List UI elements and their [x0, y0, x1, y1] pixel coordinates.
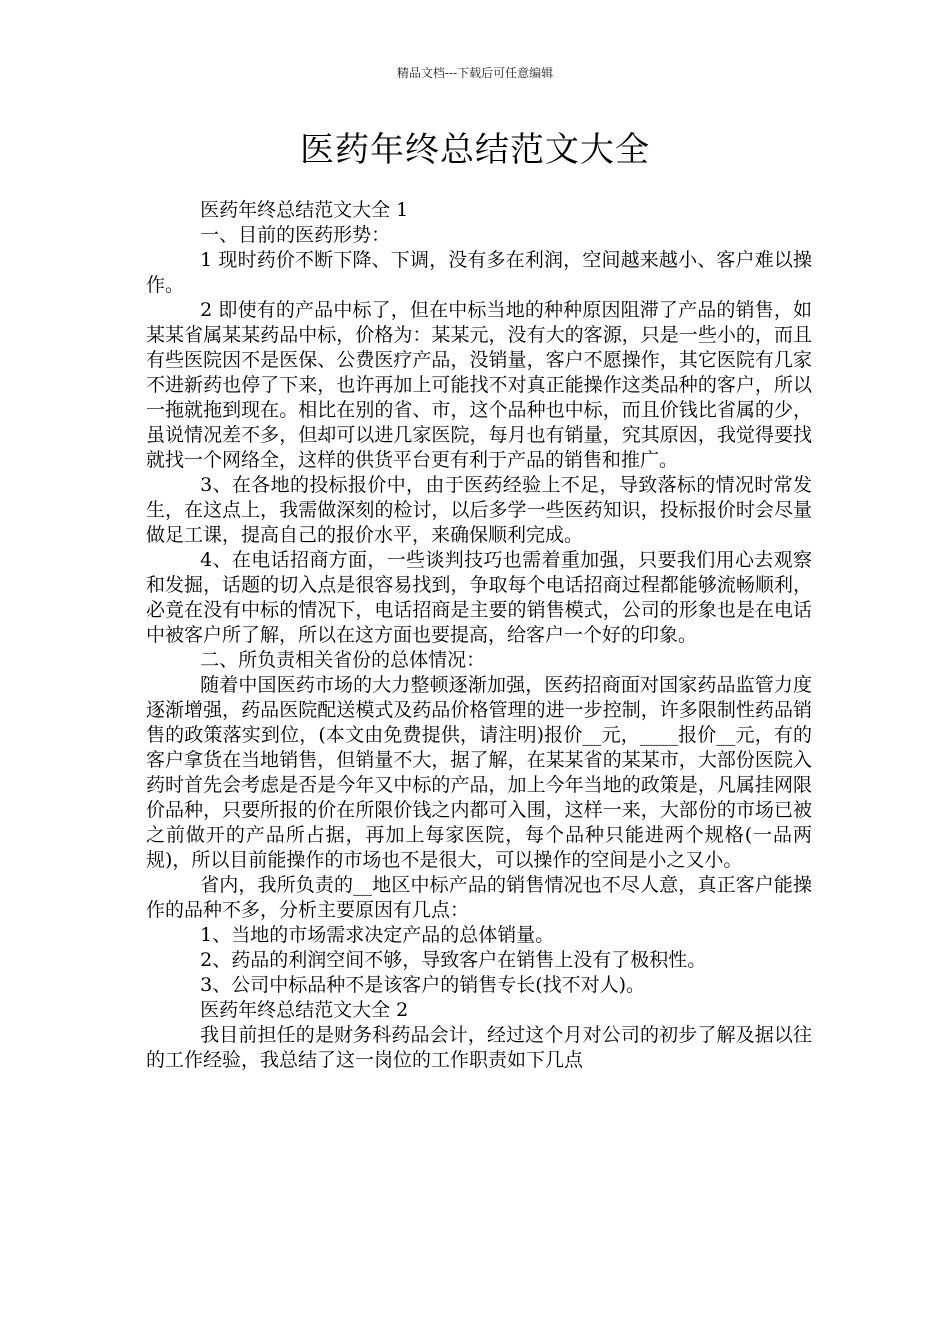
header-note: 精品文档---下载后可任意编辑	[396, 66, 554, 80]
paragraph: 3、在各地的投标报价中，由于医药经验上不足，导致落标的情况时常发生，在这点上，我需做深刻的检讨，以后多学一些医药知识，投标报价时会尽量做足工课，提高自己的报价水平，来确保顺利完成。	[146, 474, 812, 546]
document-body	[146, 198, 812, 1073]
subheading-market-situation: 一、目前的医药形势：	[200, 224, 391, 246]
subheading-province-overview: 二、所负责相关省份的总体情况：	[200, 649, 486, 671]
section-heading-1: 医药年终总结范文大全 1	[200, 199, 409, 221]
paragraph: 我目前担任的是财务科药品会计，经过这个月对公司的初步了解及据以往的工作经验，我总结了这一岗位的工作职责如下几点	[146, 1024, 812, 1071]
paragraph: 2 即使有的产品中标了，但在中标当地的种种原因阻滞了产品的销售，如某某省属某某药品中标，价格为：某某元，没有大的客源，只是一些小的，而且有些医院因不是医保、公费医疗产品，没销量，客户不愿操作，其它医院有几家不进新药也停了下来，也许再加上可能找不对真正能操作这类品种的客户，所以一拖就拖到现在。相比在别的省、市，这个品种也中标，而且价钱比省属的少，虽说情况差不多，但却可以进几家医院，每月也有销量，究其原因，我觉得要找就找一个网络全，这样的供货平台更有利于产品的销售和推广。	[146, 299, 812, 471]
list-item: 3、公司中标品种不是该客户的销售专长(找不对人)。	[200, 974, 646, 996]
paragraph: 随着中国医药市场的大力整顿逐渐加强，医药招商面对国家药品监管力度逐渐增强，药品医院配送模式及药品价格管理的进一步控制，许多限制性药品销售的政策落实到位，(本文由免费提供，请注明)报价__元，____报价__元，有的客户拿货在当地销售，但销量不大，据了解，在某某省的某某市，大部份医院入药时首先会考虑是否是今年又中标的产品，加上今年当地的政策是，凡属挂网限价品种，只要所报的价在所限价钱之内都可入围，这样一来，大部份的市场已被之前做开的产品所占据，再加上每家医院，每个品种只能进两个规格(一品两规)，所以目前能操作的市场也不是很大，可以操作的空间是小之又小。	[146, 674, 812, 871]
paragraph: 4、在电话招商方面，一些谈判技巧也需着重加强，只要我们用心去观察和发掘，话题的切入点是很容易找到，争取每个电话招商过程都能够流畅顺利，必竟在没有中标的情况下，电话招商是主要的销售模式，公司的形象也是在电话中被客户所了解，所以在这方面也要提高，给客户一个好的印象。	[146, 549, 812, 646]
document-title: 医药年终总结范文大全	[300, 130, 650, 170]
list-item: 2、药品的利润空间不够，导致客户在销售上没有了极积性。	[200, 949, 707, 971]
section-heading-2: 医药年终总结范文大全 2	[200, 999, 409, 1021]
paragraph: 1 现时药价不断下降、下调，没有多在利润，空间越来越小、客户难以操作。	[146, 249, 812, 296]
list-item: 1、当地的市场需求决定产品的总体销量。	[200, 924, 555, 946]
paragraph: 省内，我所负责的__地区中标产品的销售情况也不尽人意，真正客户能操作的品种不多，分析主要原因有几点：	[146, 874, 812, 921]
